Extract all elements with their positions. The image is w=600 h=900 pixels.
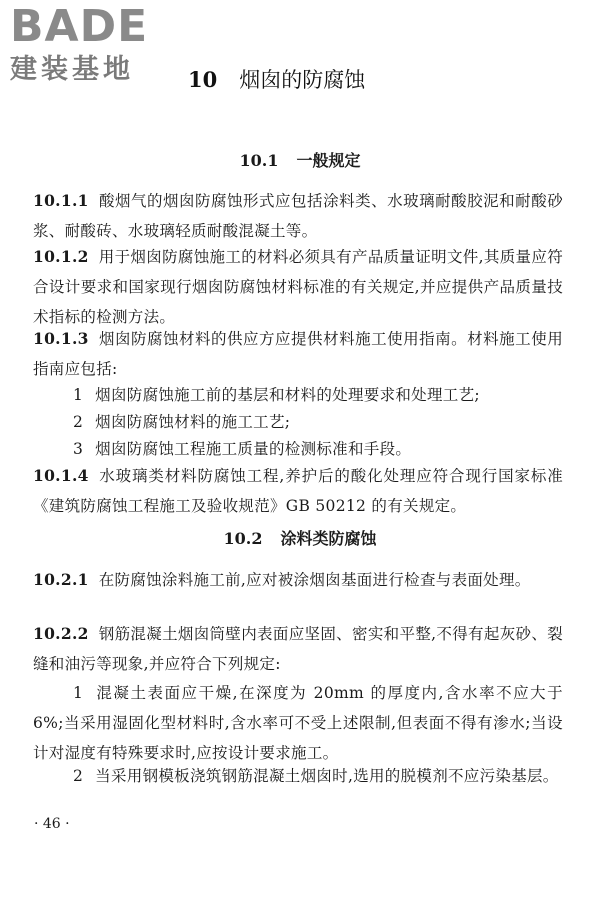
- clause-text: 烟囱防腐蚀材料的供应方应提供材料施工使用指南。材料施工使用指南应包括:: [33, 330, 563, 378]
- clause-number: 10.1.2: [33, 247, 89, 266]
- section-title: 涂料类防腐蚀: [280, 529, 377, 548]
- clause-number: 10.1.4: [33, 466, 89, 485]
- section-title: 一般规定: [296, 151, 361, 170]
- list-item: [33, 761, 563, 791]
- clause-10-2-1: [33, 565, 563, 595]
- chapter-title: 烟囱的防腐蚀: [239, 68, 366, 92]
- list-item: [33, 678, 563, 768]
- chapter-heading: [188, 66, 365, 94]
- section-heading-10-2: [0, 528, 600, 550]
- bade-logo: [10, 1, 180, 86]
- clause-text: 钢筋混凝土烟囱筒壁内表面应坚固、密实和平整,不得有起灰砂、裂缝和油污等现象,并应符合下列规定:: [33, 625, 563, 673]
- clause-10-1-2: [33, 242, 563, 332]
- list-item: [33, 407, 563, 437]
- chapter-number: 10: [188, 67, 218, 92]
- clause-text: 用于烟囱防腐蚀施工的材料必须具有产品质量证明文件,其质量应符合设计要求和国家现行烟囱防腐蚀材料标准的有关规定,并应提供产品质量技术指标的检测方法。: [33, 248, 563, 326]
- clause-text: 在防腐蚀涂料施工前,应对被涂烟囱基面进行检查与表面处理。: [98, 571, 531, 589]
- section-number: 10.2: [223, 529, 263, 548]
- item-text: 烟囱防腐蚀工程施工质量的检测标准和手段。: [95, 440, 412, 458]
- item-number: 1: [73, 386, 84, 404]
- clause-10-2-2: [33, 619, 563, 679]
- clause-number: 10.1.3: [33, 329, 89, 348]
- clause-text: 水玻璃类材料防腐蚀工程,养护后的酸化处理应符合现行国家标准《建筑防腐蚀工程施工及验收规范》GB 50212 的有关规定。: [33, 467, 563, 515]
- clause-10-1-1: [33, 186, 563, 246]
- clause-text: 酸烟气的烟囱防腐蚀形式应包括涂料类、水玻璃耐酸胶泥和耐酸砂浆、耐酸砖、水玻璃轻质耐酸混凝土等。: [33, 192, 563, 240]
- item-text: 烟囱防腐蚀材料的施工工艺;: [95, 413, 291, 431]
- item-number: 2: [73, 767, 84, 785]
- list-item: [33, 434, 563, 464]
- clause-number: 10.1.1: [33, 191, 89, 210]
- section-number: 10.1: [239, 151, 279, 170]
- item-text: 烟囱防腐蚀施工前的基层和材料的处理要求和处理工艺;: [95, 386, 480, 404]
- section-heading-10-1: [0, 150, 600, 172]
- list-item: [33, 380, 563, 410]
- clause-number: 10.2.2: [33, 624, 89, 643]
- logo-subtitle: 建装基地: [10, 54, 134, 85]
- clause-number: 10.2.1: [33, 570, 89, 589]
- item-text: 混凝土表面应干燥,在深度为 20mm 的厚度内,含水率不应大于 6%;当采用湿固化型材料时,含水率可不受上述限制,但表面不得有渗水;当设计对湿度有特殊要求时,应按设计要求施工。: [33, 684, 563, 762]
- item-number: 1: [73, 684, 84, 702]
- page-number: · 46 ·: [34, 816, 70, 832]
- clause-10-1-4: [33, 461, 563, 521]
- logo-brand: BADE: [10, 1, 149, 52]
- clause-10-1-3: [33, 324, 563, 384]
- item-number: 2: [73, 413, 84, 431]
- item-text: 当采用钢模板浇筑钢筋混凝土烟囱时,选用的脱模剂不应污染基层。: [95, 767, 559, 785]
- item-number: 3: [73, 440, 84, 458]
